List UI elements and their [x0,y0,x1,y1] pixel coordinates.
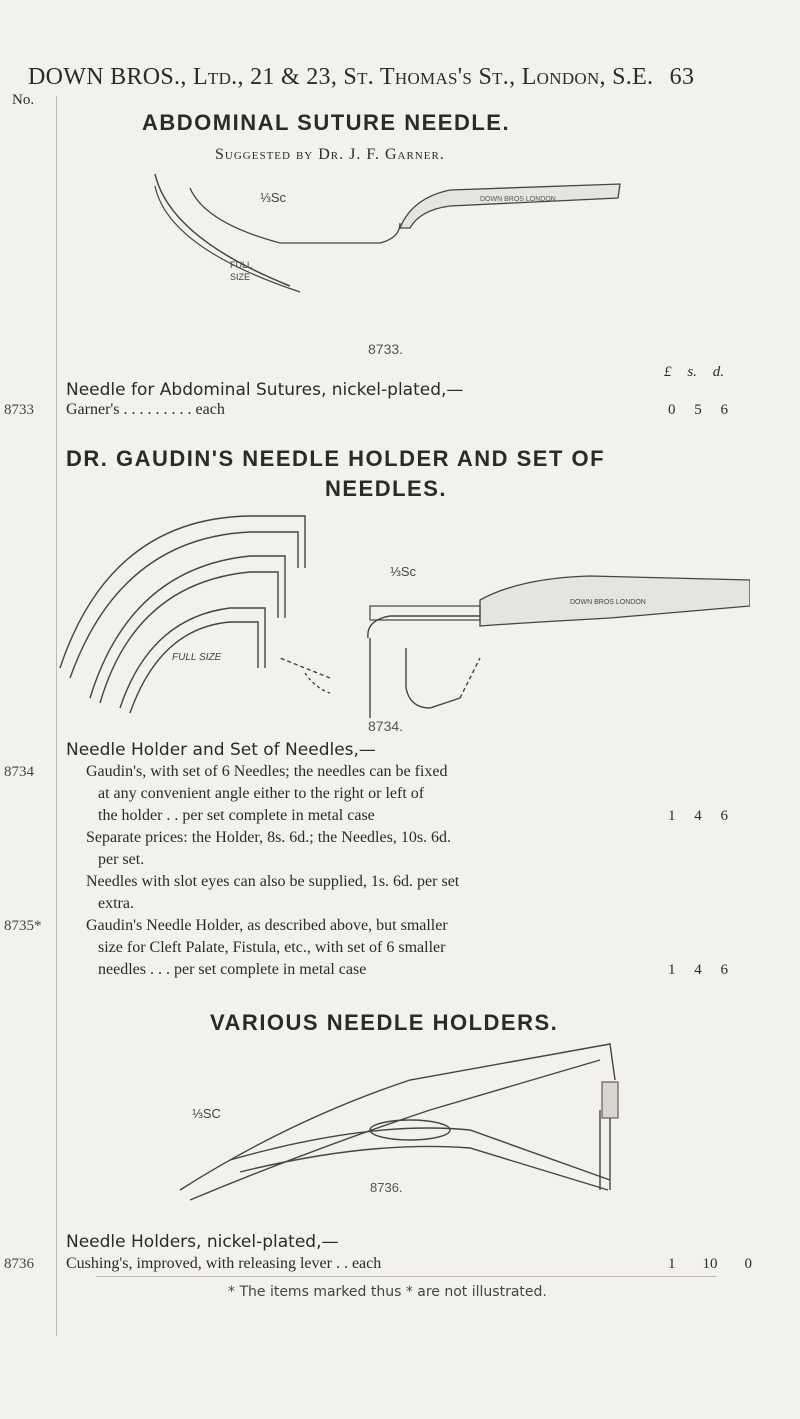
figure-caption-8734: 8734. [368,718,404,734]
full-label: FULL [230,260,253,270]
item-number-8735: 8735* [4,918,42,934]
size-label: SIZE [230,272,251,282]
item-heading-8734: Needle Holder and Set of Needles,— [66,740,376,760]
full-size-label: FULL SIZE [172,652,222,663]
engraving-label: DOWN BROS LONDON [480,196,556,203]
currency-header [664,364,724,381]
figure-8736 [170,1040,640,1210]
scale-label: ⅓Sc [260,190,287,205]
item-number-8733: 8733 [4,402,34,418]
item-text-8735: Gaudin's Needle Holder, as described above, but smaller size for Cleft Palate, Fistula, etc., with set of 6 smaller needles . . . per set complete in metal case [86,917,448,978]
section-title-abdominal: ABDOMINAL SUTURE NEEDLE. [142,110,511,135]
figure-8734 [50,508,750,718]
item-text-8736: Cushing's, improved, with releasing lever . . each [66,1255,382,1272]
page-header [28,64,694,91]
scale-label: ⅓Sc [390,564,417,579]
figure-caption-8736: 8736. [370,1180,403,1195]
item-number-8734: 8734 [4,764,34,780]
pence-col: d. [712,364,724,380]
footer-rule [96,1276,716,1277]
needle-holder-illustration [170,1040,640,1210]
shillings-col: s. [687,364,697,380]
item-heading-8733: Needle for Abdominal Sutures, nickel-plated,— [66,380,464,400]
price-8733: 0 5 6 [668,402,728,418]
price-8735: 1 4 6 [668,962,728,978]
section-subtitle-garner: Suggested by Dr. J. F. Garner. [215,146,445,163]
item-text-8733: Garner's . . . . . . . . . each [66,401,225,418]
figure-caption-8733: 8733. [368,341,404,357]
price-8734: 1 4 6 [668,808,728,824]
item-heading-8736: Needle Holders, nickel-plated,— [66,1232,339,1252]
page-number: 63 [669,64,695,90]
abdominal-needle-illustration [150,168,630,348]
section-title-gaudin: DR. GAUDIN'S NEEDLE HOLDER AND SET OF [66,446,606,471]
price-8736: 1 10 0 [668,1256,752,1272]
margin-no-label: No. [12,92,35,108]
scale-label: ⅓SC [192,1106,221,1121]
section-title-various: VARIOUS NEEDLE HOLDERS. [210,1010,559,1035]
footnote: * The items marked thus * are not illustrated. [228,1284,547,1300]
item-text-8734: Gaudin's, with set of 6 Needles; the needles can be fixed at any convenient angle either to the right or left of the holder . . per set complete in metal case Separate prices: the Holder, 8s. 6d.; the Needles, 10s. 6d. per set. Needles with slot eyes can also be supplied, 1s. 6d. per set extra. [86,763,460,912]
item-number-8736: 8736 [4,1256,34,1272]
engraving-label: DOWN BROS LONDON [570,599,646,606]
section-title-gaudin-2: NEEDLES. [325,476,448,501]
gaudin-needles-illustration [50,508,750,718]
company-header: DOWN BROS., Ltd., 21 & 23, St. Thomas's St., London, S.E. [28,64,654,90]
figure-8733 [150,168,630,348]
pounds-col: £ [664,364,672,380]
